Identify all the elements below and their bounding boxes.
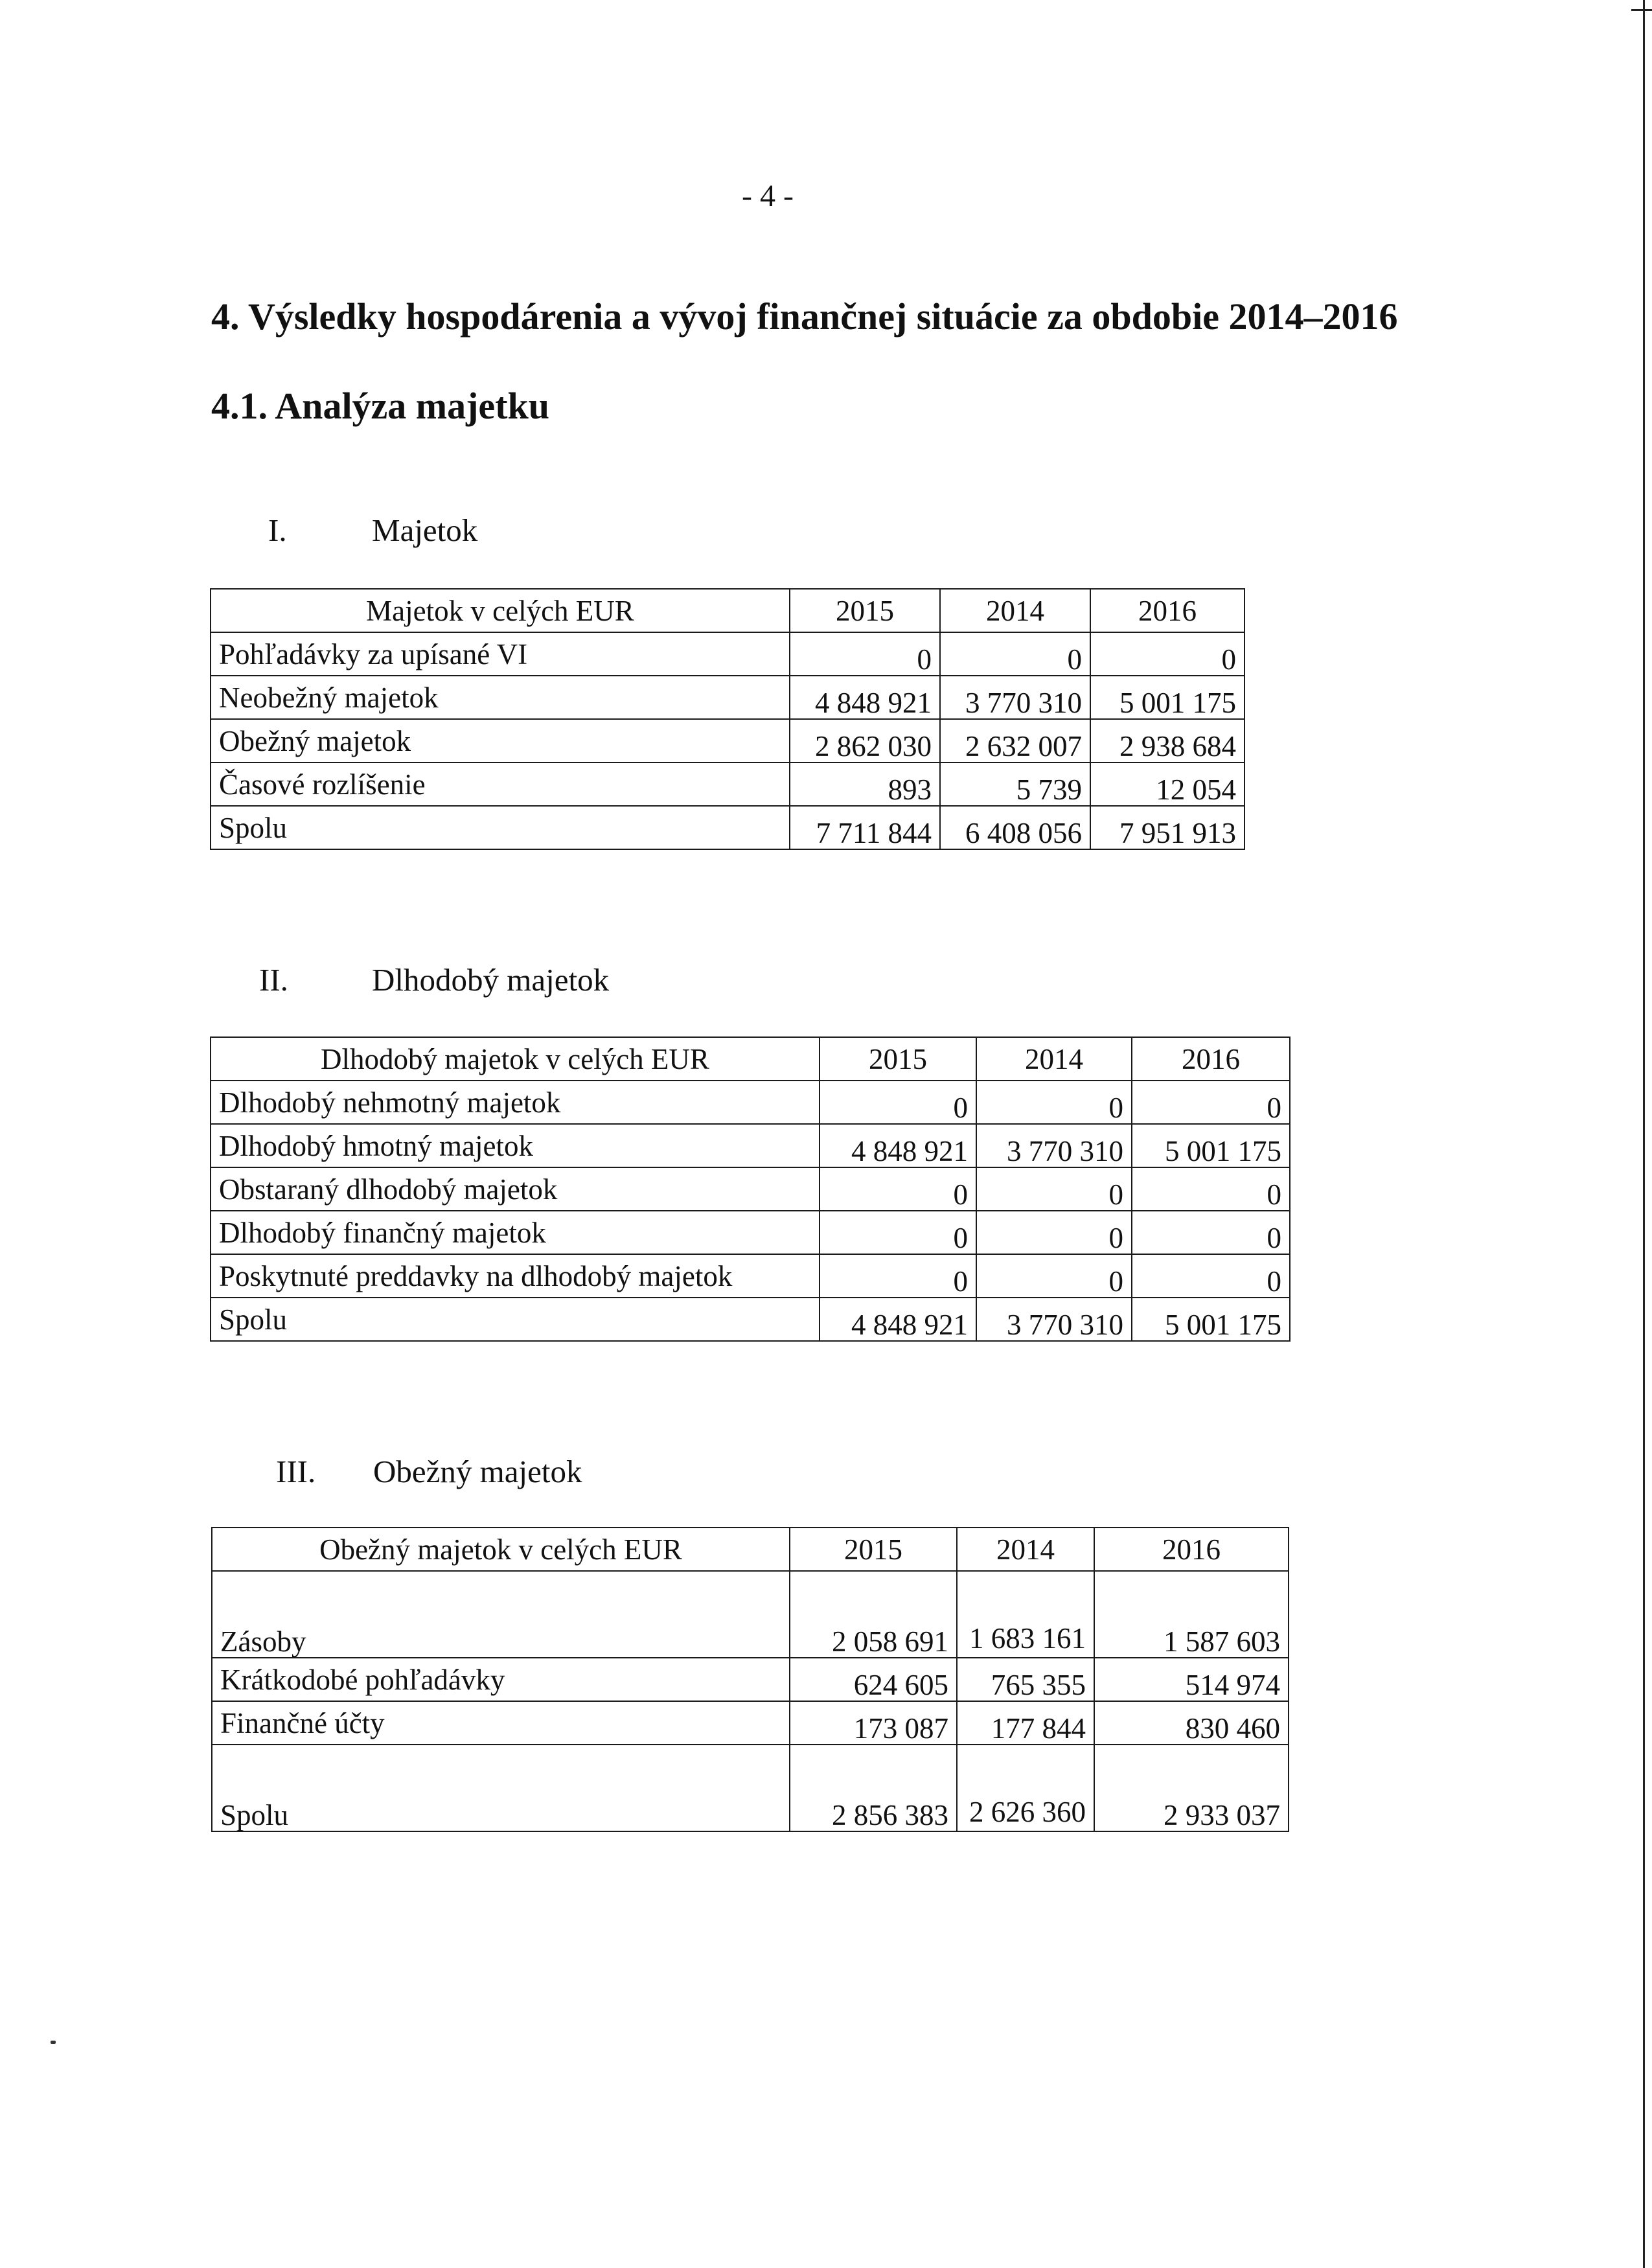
table-row (211, 1211, 1290, 1254)
column-header: 2014 (957, 1528, 1094, 1571)
cell-value: 2 938 684 (1090, 719, 1245, 762)
section-numeral: III. (276, 1454, 316, 1489)
cell-value: 0 (1132, 1254, 1290, 1298)
cell-value: 0 (976, 1254, 1132, 1298)
cell-value: 1 587 603 (1094, 1571, 1289, 1658)
table-row (211, 1081, 1290, 1124)
chapter-heading: 4. Výsledky hospodárenia a vývoj finančnej situácie za obdobie 2014–2016 (211, 295, 1398, 338)
cell-value: 2 058 691 (790, 1571, 957, 1658)
cell-value: 5 739 (940, 762, 1090, 806)
cell-value: 0 (820, 1167, 976, 1211)
table-header-row (211, 1037, 1290, 1081)
cell-value: 0 (976, 1167, 1132, 1211)
column-header: Dlhodobý majetok v celých EUR (211, 1037, 820, 1081)
cell-value: 5 001 175 (1132, 1298, 1290, 1341)
row-label: Finančné účty (212, 1701, 790, 1745)
row-label: Obežný majetok (211, 719, 790, 762)
column-header: 2015 (820, 1037, 976, 1081)
column-header: 2014 (976, 1037, 1132, 1081)
section-title-dlhodoby-majetok (259, 961, 610, 998)
cell-value: 830 460 (1094, 1701, 1289, 1745)
section-numeral: II. (259, 962, 288, 998)
cell-value: 0 (820, 1254, 976, 1298)
column-header: 2015 (790, 589, 940, 632)
section-name: Dlhodobý majetok (372, 962, 610, 998)
cell-value: 2 626 360 (957, 1745, 1094, 1831)
cell-value: 0 (1132, 1211, 1290, 1254)
cell-value: 6 408 056 (940, 806, 1090, 849)
row-label: Časové rozlíšenie (211, 762, 790, 806)
table-row (211, 1254, 1290, 1298)
cell-value: 0 (820, 1081, 976, 1124)
cell-value: 0 (820, 1211, 976, 1254)
cell-value: 0 (1132, 1167, 1290, 1211)
page-number: - 4 - (742, 179, 794, 213)
cell-value: 2 933 037 (1094, 1745, 1289, 1831)
cell-value: 0 (790, 632, 940, 676)
row-label: Obstaraný dlhodobý majetok (211, 1167, 820, 1211)
cell-value: 624 605 (790, 1658, 957, 1701)
section-numeral: I. (268, 512, 287, 548)
cell-value: 1 683 161 (957, 1571, 1094, 1658)
table-row (211, 719, 1245, 762)
table-header-row (211, 589, 1245, 632)
cell-value: 4 848 921 (790, 676, 940, 719)
cell-value: 0 (1132, 1081, 1290, 1124)
row-label: Spolu (211, 1298, 820, 1341)
scan-edge-line (1643, 0, 1645, 2268)
row-label: Poskytnuté preddavky na dlhodobý majetok (211, 1254, 820, 1298)
table-row-total (211, 1298, 1290, 1341)
cell-value: 4 848 921 (820, 1298, 976, 1341)
cell-value: 5 001 175 (1132, 1124, 1290, 1167)
column-header: 2016 (1094, 1528, 1289, 1571)
dlhodoby-majetok-table (210, 1037, 1291, 1342)
section-heading: 4.1. Analýza majetku (211, 385, 549, 427)
column-header: 2016 (1132, 1037, 1290, 1081)
column-header: 2016 (1090, 589, 1245, 632)
table-row (211, 632, 1245, 676)
row-label: Dlhodobý hmotný majetok (211, 1124, 820, 1167)
cell-value: 514 974 (1094, 1658, 1289, 1701)
cell-value: 765 355 (957, 1658, 1094, 1701)
row-label: Neobežný majetok (211, 676, 790, 719)
cell-value: 7 711 844 (790, 806, 940, 849)
table-row-total (211, 806, 1245, 849)
majetok-table (210, 588, 1245, 850)
cell-value: 0 (940, 632, 1090, 676)
row-label: Zásoby (212, 1571, 790, 1658)
section-name: Majetok (372, 512, 478, 548)
table-row (211, 1124, 1290, 1167)
cell-value: 7 951 913 (1090, 806, 1245, 849)
cell-value: 12 054 (1090, 762, 1245, 806)
column-header: Majetok v celých EUR (211, 589, 790, 632)
cell-value: 2 856 383 (790, 1745, 957, 1831)
column-header: 2015 (790, 1528, 957, 1571)
cell-value: 0 (1090, 632, 1245, 676)
table-row (212, 1701, 1289, 1745)
cell-value: 177 844 (957, 1701, 1094, 1745)
row-label: Dlhodobý finančný majetok (211, 1211, 820, 1254)
cell-value: 3 770 310 (976, 1298, 1132, 1341)
table-row (212, 1571, 1289, 1658)
cell-value: 893 (790, 762, 940, 806)
table-row (211, 676, 1245, 719)
section-title-obezny-majetok (276, 1453, 582, 1490)
scan-corner-mark (1631, 9, 1652, 11)
obezny-majetok-table (211, 1527, 1289, 1832)
cell-value: 4 848 921 (820, 1124, 976, 1167)
scan-speck (51, 2041, 56, 2044)
cell-value: 5 001 175 (1090, 676, 1245, 719)
section-title-majetok (268, 512, 478, 549)
cell-value: 3 770 310 (976, 1124, 1132, 1167)
row-label: Spolu (212, 1745, 790, 1831)
column-header: Obežný majetok v celých EUR (212, 1528, 790, 1571)
table-header-row (212, 1528, 1289, 1571)
cell-value: 0 (976, 1081, 1132, 1124)
table-row (211, 762, 1245, 806)
row-label: Krátkodobé pohľadávky (212, 1658, 790, 1701)
section-name: Obežný majetok (373, 1454, 582, 1489)
row-label: Dlhodobý nehmotný majetok (211, 1081, 820, 1124)
cell-value: 2 632 007 (940, 719, 1090, 762)
cell-value: 2 862 030 (790, 719, 940, 762)
cell-value: 0 (976, 1211, 1132, 1254)
row-label: Pohľadávky za upísané VI (211, 632, 790, 676)
column-header: 2014 (940, 589, 1090, 632)
table-row (211, 1167, 1290, 1211)
table-row-total (212, 1745, 1289, 1831)
cell-value: 173 087 (790, 1701, 957, 1745)
row-label: Spolu (211, 806, 790, 849)
cell-value: 3 770 310 (940, 676, 1090, 719)
table-row (212, 1658, 1289, 1701)
